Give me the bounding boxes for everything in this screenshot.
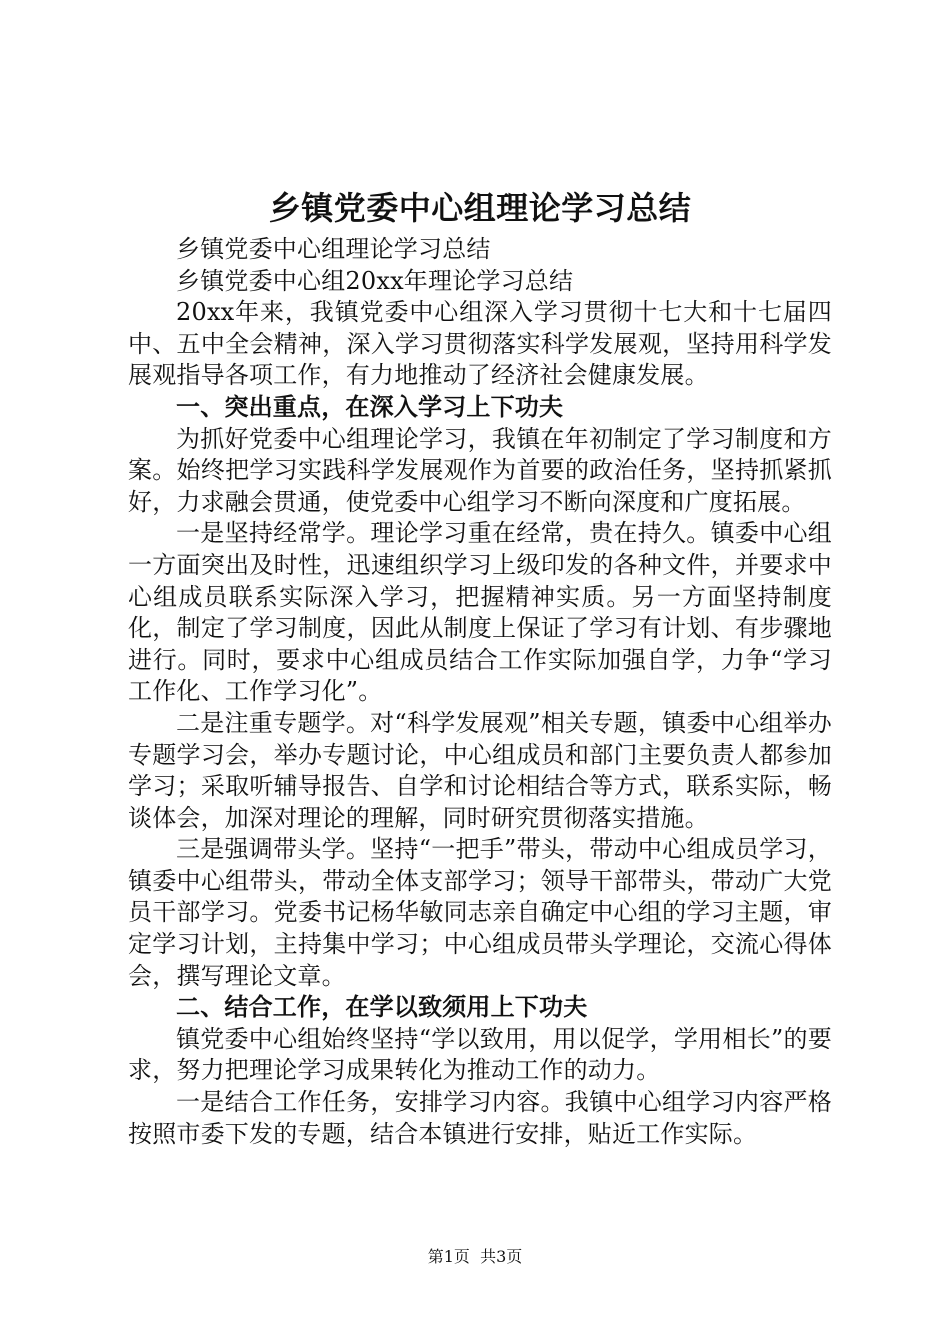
body-paragraph: 为抓好党委中心组理论学习，我镇在年初制定了学习制度和方案。始终把学习实践科学发展观作为首要的政治任务，坚持抓紧抓好，力求融会贯通，使党委中心组学习不断向深度和广度拓展。 [128, 424, 832, 516]
document-title: 乡镇党委中心组理论学习总结 [268, 189, 692, 227]
subtitle-line-2: 乡镇党委中心组20xx年理论学习总结 [176, 266, 574, 295]
page-footer: 第1页 共3页 [427, 1247, 523, 1266]
body-paragraph: 镇党委中心组始终坚持“学以致用，用以促学，学用相长”的要求，努力把理论学习成果转化为推动工作的动力。 [128, 1024, 832, 1085]
body-paragraph: 一是坚持经常学。理论学习重在经常，贵在持久。镇委中心组一方面突出及时性，迅速组织学习上级印发的各种文件，并要求中心组成员联系实际深入学习，把握精神实质。另一方面坚持制度化，制定了学习制度，因此从制度上保证了学习有计划、有步骤地进行。同时，要求中心组成员结合工作实际加强自学，力争“学习工作化、工作学习化”。 [128, 519, 832, 706]
body-paragraph: 二是注重专题学。对“科学发展观”相关专题，镇委中心组举办专题学习会，举办专题讨论，中心组成员和部门主要负责人都参加学习；采取听辅导报告、自学和讨论相结合等方式，联系实际，畅谈体会，加深对理论的理解，同时研究贯彻落实措施。 [128, 708, 832, 832]
document-body [128, 184, 832, 1150]
body-paragraph: 一是结合工作任务，安排学习内容。我镇中心组学习内容严格按照市委下发的专题，结合本镇进行安排，贴近工作实际。 [128, 1088, 832, 1148]
section-heading-1: 一、突出重点，在深入学习上下功夫 [176, 392, 564, 421]
subtitle-line-1: 乡镇党委中心组理论学习总结 [176, 235, 491, 263]
body-paragraph: 三是强调带头学。坚持“一把手”带头，带动中心组成员学习，镇委中心组带头，带动全体支部学习；领导干部带头，带动广大党员干部学习。党委书记杨华敏同志亲自确定中心组的学习主题，审定学习计划，主持集中学习；中心组成员带头学理论，交流心得体会，撰写理论文章。 [128, 835, 832, 990]
section-heading-2: 二、结合工作，在学以致须用上下功夫 [176, 993, 588, 1022]
intro-paragraph: 20xx年来，我镇党委中心组深入学习贯彻十七大和十七届四中、五中全会精神，深入学习贯彻落实科学发展观，坚持用科学发展观指导各项工作，有力地推动了经济社会健康发展。 [128, 298, 832, 390]
